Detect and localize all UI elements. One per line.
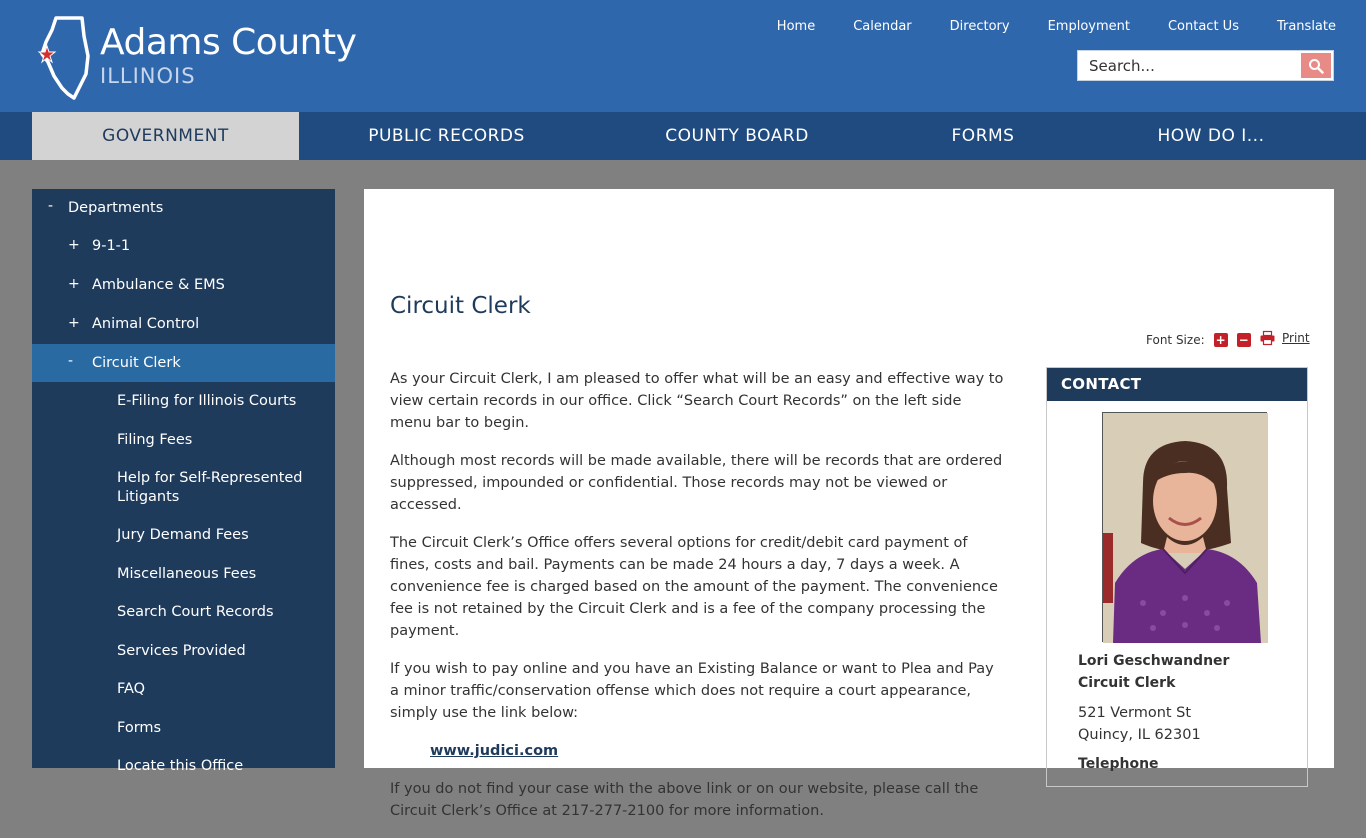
sidebar-item-faq[interactable] <box>32 670 335 709</box>
utility-links <box>739 19 1336 34</box>
nav-county-board[interactable]: COUNTY BOARD <box>665 126 809 146</box>
search-button[interactable] <box>1301 53 1331 78</box>
logo-title: Adams County <box>100 22 357 63</box>
contact-role: Circuit Clerk <box>1078 675 1176 691</box>
print-button[interactable] <box>1260 331 1310 345</box>
search-box <box>1077 50 1334 81</box>
printer-icon <box>1260 331 1275 345</box>
contact-name: Lori Geschwandner <box>1078 653 1230 669</box>
sidebar-item-label: FAQ <box>117 681 146 697</box>
sidebar-item-label: Forms <box>117 720 162 736</box>
contact-address <box>1078 702 1201 746</box>
illinois-state-icon <box>36 16 96 100</box>
toplink-employment[interactable]: Employment <box>1047 19 1130 34</box>
sidebar-item-misc-fees[interactable] <box>32 555 335 593</box>
sidebar-item-label: Circuit Clerk <box>92 355 181 371</box>
font-decrease-button[interactable]: − <box>1238 333 1249 347</box>
paragraph: If you do not find your case with the above link or on our website, please call the Circuit Clerk’s Office at 217-277-2100 for more information. <box>390 781 979 819</box>
article-body <box>390 368 1006 838</box>
toplink-home[interactable]: Home <box>776 19 816 34</box>
contact-card <box>1046 367 1308 787</box>
sidebar-item-animal-control[interactable] <box>32 305 335 344</box>
nav-public-records[interactable]: PUBLIC RECORDS <box>368 126 525 146</box>
print-label: Print <box>1282 331 1310 345</box>
paragraph: Although most records will be made available, there will be records that are ordered suppressed, impounded or confidential. Those records may not be viewed or accessed. <box>390 453 1003 513</box>
paragraph: As your Circuit Clerk, I am pleased to offer what will be an easy and effective way to view certain records in our office. Click “Search Court Records” on the left side menu bar to begin. <box>390 371 1004 431</box>
sidebar-item-departments[interactable] <box>32 189 335 227</box>
sidebar-menu <box>32 189 335 774</box>
nav-government[interactable]: GOVERNMENT <box>32 112 299 160</box>
logo-subtitle: ILLINOIS <box>100 64 196 88</box>
site-logo[interactable] <box>36 16 356 100</box>
sidebar-item-forms[interactable] <box>32 709 335 747</box>
main-content <box>364 189 1334 819</box>
sidebar-item-self-represented[interactable] <box>32 459 335 516</box>
toplink-contact-us[interactable]: Contact Us <box>1167 19 1239 34</box>
judici-link[interactable]: www.judici.com <box>430 743 559 759</box>
sidebar-item-jury-demand-fees[interactable] <box>32 516 335 555</box>
sidebar-item-label: Departments <box>68 200 164 216</box>
sidebar-item-label: Filing Fees <box>117 432 193 448</box>
sidebar-item-911[interactable] <box>32 227 335 266</box>
main-nav <box>0 112 1366 160</box>
expand-icon[interactable]: + <box>68 237 80 253</box>
contact-name-block <box>1078 650 1229 694</box>
nav-how-do-i[interactable]: HOW DO I... <box>1157 126 1265 146</box>
sidebar-item-e-filing[interactable] <box>32 382 335 421</box>
sidebar-item-label: Miscellaneous Fees <box>117 566 257 582</box>
sidebar-item-label: Help for Self-Represented Litigants <box>117 470 303 505</box>
font-increase-button[interactable]: + <box>1215 333 1226 347</box>
sidebar-item-search-court-records[interactable] <box>32 593 335 632</box>
sidebar-item-label: E-Filing for Illinois Courts <box>117 393 297 409</box>
sidebar-item-circuit-clerk[interactable] <box>32 344 335 382</box>
collapse-icon[interactable]: - <box>68 353 74 369</box>
paragraph: The Circuit Clerk’s Office offers several options for credit/debit card payment of fines, costs and bail. Payments can be made 24 hours a day, 7 days a week. A convenience fee is charged based on the amount of the payment. The convenience fee is not retained by the Circuit Clerk and is a fee of the company processing the payment. <box>390 535 998 639</box>
sidebar-item-locate-office[interactable] <box>32 747 335 785</box>
contact-heading: CONTACT <box>1047 368 1307 401</box>
address-line-2: Quincy, IL 62301 <box>1078 727 1201 743</box>
collapse-icon[interactable]: - <box>48 198 54 214</box>
sidebar-item-label: Animal Control <box>92 316 200 332</box>
sidebar-item-label: Search Court Records <box>117 604 274 620</box>
page-title: Circuit Clerk <box>390 293 531 319</box>
sidebar-item-label: Services Provided <box>117 643 246 659</box>
nav-forms[interactable]: FORMS <box>951 126 1015 146</box>
sidebar-item-label: Jury Demand Fees <box>117 527 249 543</box>
address-line-1: 521 Vermont St <box>1078 705 1192 721</box>
site-header <box>0 0 1366 112</box>
search-input[interactable] <box>1078 51 1302 80</box>
clerk-photo <box>1102 412 1267 642</box>
sidebar-item-label: Locate this Office <box>117 758 244 774</box>
sidebar-item-label: Ambulance & EMS <box>92 277 225 293</box>
font-size-control <box>1146 333 1251 347</box>
toplink-calendar[interactable]: Calendar <box>853 19 912 34</box>
expand-icon[interactable]: + <box>68 315 80 331</box>
sidebar-item-filing-fees[interactable] <box>32 421 335 459</box>
paragraph: If you wish to pay online and you have an Existing Balance or want to Plea and Pay a minor traffic/conservation offense which does not require a court appearance, simply use the link below: <box>390 661 994 721</box>
expand-icon[interactable]: + <box>68 276 80 292</box>
portrait-image <box>1103 413 1268 643</box>
sidebar-item-ambulance-ems[interactable] <box>32 266 335 305</box>
toplink-directory[interactable]: Directory <box>949 19 1010 34</box>
search-icon <box>1308 58 1324 74</box>
font-size-label: Font Size: <box>1146 333 1205 347</box>
sidebar-item-services-provided[interactable] <box>32 632 335 670</box>
sidebar-item-label: 9-1-1 <box>92 238 131 254</box>
telephone-label: Telephone <box>1078 756 1159 772</box>
toplink-translate[interactable]: Translate <box>1276 19 1336 34</box>
